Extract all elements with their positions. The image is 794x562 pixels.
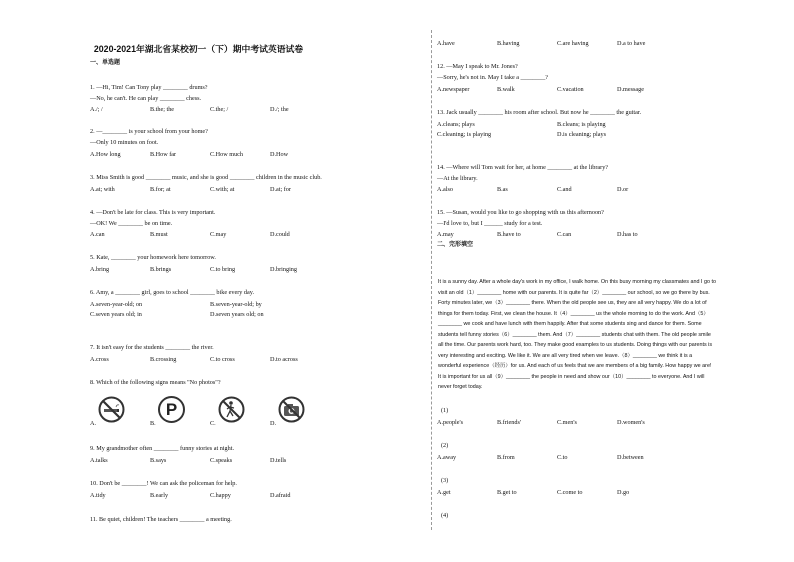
option-d[interactable]: D.seven years old; on bbox=[210, 311, 264, 318]
parking-sign-icon[interactable]: P bbox=[158, 396, 185, 423]
option-a[interactable]: A.may bbox=[437, 231, 454, 238]
option-a[interactable]: A.bring bbox=[90, 266, 110, 273]
no-smoking-sign-icon[interactable] bbox=[98, 396, 125, 423]
option-a[interactable]: A.have bbox=[437, 40, 455, 47]
option-a[interactable]: A.also bbox=[437, 186, 453, 193]
option-d[interactable]: D.has to bbox=[617, 231, 638, 238]
option-a[interactable]: A.can bbox=[90, 231, 105, 238]
option-a[interactable]: A.tidy bbox=[90, 492, 106, 499]
no-walking-sign-icon[interactable] bbox=[218, 396, 245, 423]
option-d[interactable]: D.tells bbox=[270, 457, 287, 464]
section-heading-cloze: 二、完形填空 bbox=[437, 242, 474, 248]
option-c[interactable]: C.happy bbox=[210, 492, 231, 499]
option-c[interactable]: C.can bbox=[557, 231, 572, 238]
option-b[interactable]: B.from bbox=[497, 454, 515, 461]
option-d[interactable]: D.between bbox=[617, 454, 644, 461]
option-a[interactable]: A.away bbox=[437, 454, 457, 461]
option-c[interactable]: C.come to bbox=[557, 489, 583, 496]
option-c[interactable]: C.seven years old; in bbox=[90, 311, 142, 318]
option-d[interactable]: D.or bbox=[617, 186, 629, 193]
option-c[interactable]: C.vacation bbox=[557, 86, 584, 93]
fold-divider bbox=[431, 30, 432, 530]
option-b[interactable]: B.must bbox=[150, 231, 168, 238]
option-d[interactable]: D.is cleaning; plays bbox=[557, 131, 606, 138]
option-d[interactable]: D.women's bbox=[617, 419, 645, 426]
option-d[interactable]: D.How bbox=[270, 151, 289, 158]
option-c[interactable]: C.cleaning; is playing bbox=[437, 131, 492, 138]
section-heading-single-choice: 一、单选题 bbox=[90, 60, 121, 66]
option-c[interactable]: C.speaks bbox=[210, 457, 233, 464]
no-camera-sign-icon[interactable] bbox=[278, 396, 305, 423]
option-a[interactable]: A.seven-year-old; on bbox=[90, 301, 143, 308]
option-b[interactable]: B.seven-year-old; by bbox=[210, 301, 262, 308]
option-b[interactable]: B.for; at bbox=[150, 186, 171, 193]
option-c[interactable]: C.How much bbox=[210, 151, 243, 158]
option-b[interactable]: B.brings bbox=[150, 266, 172, 273]
option-d[interactable]: D.at; for bbox=[270, 186, 291, 193]
option-a[interactable]: A.at; with bbox=[90, 186, 115, 193]
option-d[interactable]: D.afraid bbox=[270, 492, 291, 499]
option-b[interactable]: B. bbox=[150, 420, 156, 427]
option-a[interactable]: A. bbox=[90, 420, 97, 427]
option-a[interactable]: A.people's bbox=[437, 419, 464, 426]
option-a[interactable]: A.newspaper bbox=[437, 86, 470, 93]
option-a[interactable]: A.cross bbox=[90, 356, 109, 363]
option-b[interactable]: B.having bbox=[497, 40, 520, 47]
option-c[interactable]: C.to bring bbox=[210, 266, 236, 273]
option-d[interactable]: D.could bbox=[270, 231, 290, 238]
option-b[interactable]: B.early bbox=[150, 492, 169, 499]
option-b[interactable]: B.as bbox=[497, 186, 508, 193]
option-b[interactable]: B.says bbox=[150, 457, 167, 464]
option-a[interactable]: A.talks bbox=[90, 457, 108, 464]
option-c[interactable]: C.to cross bbox=[210, 356, 235, 363]
option-d[interactable]: D.a to have bbox=[617, 40, 646, 47]
option-c[interactable]: C.with; at bbox=[210, 186, 235, 193]
option-c[interactable]: C.are having bbox=[557, 40, 589, 47]
option-b[interactable]: B.get to bbox=[497, 489, 517, 496]
option-b[interactable]: B.friends' bbox=[497, 419, 521, 426]
option-b[interactable]: B.have to bbox=[497, 231, 521, 238]
option-c[interactable]: C.to bbox=[557, 454, 568, 461]
option-d[interactable]: D.go bbox=[617, 489, 630, 496]
option-c[interactable]: C.men's bbox=[557, 419, 577, 426]
option-d[interactable]: D.bringing bbox=[270, 266, 297, 273]
option-b[interactable]: B.cleans; is playing bbox=[557, 121, 606, 128]
option-b[interactable]: B.crossing bbox=[150, 356, 177, 363]
option-b[interactable]: B.walk bbox=[497, 86, 515, 93]
option-d[interactable]: D./; the bbox=[270, 106, 289, 113]
cloze-passage: It is a sunny day. After a whole day's work in my office, I walk home. On this busy morning my classmates and I go to visit an old（1）________ home with our parents. It is quite far（2）________ our school, so we go there by bus. Forty minutes later, we（3）________ there. When the old people see us, they are all very happy. We do a lot of things for them today. First, we clean the house. It（4）________ us the whole morning to do the work. And（5） ________ we cook and have lunch with them happily. After that some students sing and dance for them. Some students tell funny stories（6）________ them. And（7）________ students chat with them. The old people smile all the time. Our parents work hard, too. They make good examples to us students. Doing things with our parents is very interesting and exciting. We like it. We are all very tired when we leave.（8）________ we think it is a wonderful experience（经历）for us. And each of us feels that we are members of a big family. How happy we are! It is important for us all（9）________ the people in need and show our（10）________ to everyone. And I will never forget today. bbox=[438, 279, 716, 390]
option-a[interactable]: A./; / bbox=[90, 106, 103, 113]
option-b[interactable]: B.the; the bbox=[150, 106, 175, 113]
option-d[interactable]: D.message bbox=[617, 86, 644, 93]
option-d[interactable]: D.to across bbox=[270, 356, 298, 363]
option-d[interactable]: D. bbox=[270, 420, 277, 427]
option-c[interactable]: C.and bbox=[557, 186, 572, 193]
option-a[interactable]: A.How long bbox=[90, 151, 121, 158]
option-c[interactable]: C. bbox=[210, 420, 216, 427]
option-c[interactable]: C.may bbox=[210, 231, 227, 238]
option-a[interactable]: A.get bbox=[437, 489, 451, 496]
option-b[interactable]: B.How far bbox=[150, 151, 177, 158]
option-a[interactable]: A.cleans; plays bbox=[437, 121, 475, 128]
option-c[interactable]: C.the; / bbox=[210, 106, 229, 113]
page-title: 2020-2021年湖北省某校初一（下）期中考试英语试卷 bbox=[93, 44, 304, 54]
